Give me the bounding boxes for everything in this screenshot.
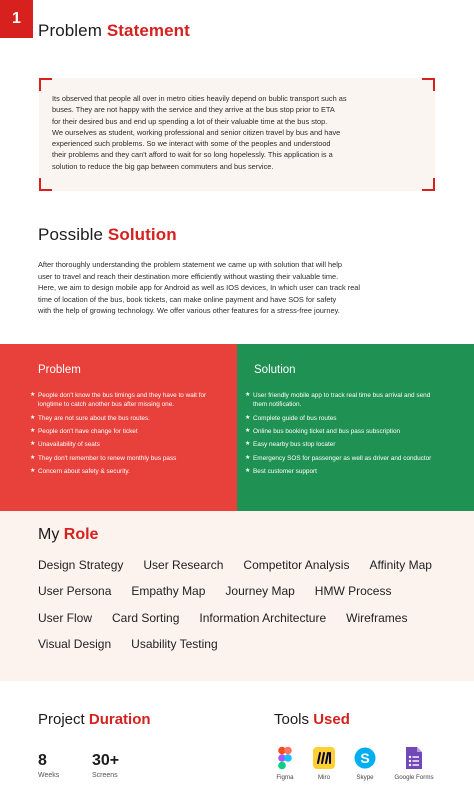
text-line: for their desired bus and end up spending a lot of their valuable time at the bus stop. (52, 116, 328, 126)
role-item: Empathy Map (131, 584, 206, 598)
star-icon: ★ (245, 454, 251, 461)
heading-plain: Project (38, 711, 89, 728)
heading-accent: Used (313, 711, 350, 728)
miro-icon (313, 746, 335, 770)
tool-label: Miro (317, 774, 331, 781)
list-item-text: Online bus booking ticket and bus pass subscription (253, 428, 401, 435)
role-row (38, 584, 411, 598)
skype-icon (354, 746, 376, 770)
text-line: experienced such problems. So we interact with some of the peoples and understood (52, 139, 331, 149)
text-line: their problems and they can't afford to wait for so long hopelessly. This application is a (52, 150, 333, 160)
svg-text:S: S (360, 750, 370, 766)
list-item-text: People don't know the bus timings and they have to wait for longtime to catch another bus after missing one. (38, 392, 207, 409)
star-icon: ★ (30, 392, 36, 398)
star-icon: ★ (245, 428, 251, 434)
role-item: Design Strategy (38, 558, 124, 572)
list-item (245, 427, 445, 436)
text-line: time of location of the bus, book tickets, can make online payment and have SOS for safety (38, 294, 337, 304)
heading-accent: Duration (88, 711, 151, 728)
text-line: solution to reduce the big gap between commuters and bus service. (52, 161, 274, 171)
problem-statement-text (52, 93, 422, 172)
star-icon: ★ (245, 392, 251, 398)
star-icon: ★ (30, 441, 36, 448)
tool-skype (345, 746, 385, 781)
text-line: Its observed that people all over in metro cities heavily depend on bublic transport such as (52, 94, 347, 103)
list-item-text: Best customer support (253, 467, 317, 475)
heading-accent: Solution (107, 225, 177, 244)
role-item: Wireframes (346, 611, 408, 625)
problem-statement-box (39, 78, 435, 191)
list-item-text: Easy nearby bus stop locater (253, 441, 336, 449)
google-forms-icon (403, 746, 425, 770)
heading-plain: My (38, 526, 64, 543)
corner-bracket (39, 78, 52, 91)
text-line: Here, we aim to design mobile app for Android as well as IOS devices, In which user can track real (38, 283, 361, 292)
star-icon: ★ (30, 454, 36, 461)
solution-panel (237, 344, 474, 511)
list-item (245, 467, 445, 476)
role-item: Visual Design (38, 637, 112, 651)
solution-panel-title: Solution (254, 364, 296, 376)
corner-bracket (39, 178, 52, 191)
star-icon: ★ (30, 414, 36, 421)
tool-miro (304, 746, 344, 781)
star-icon: ★ (30, 428, 36, 434)
tool-google-forms (394, 746, 434, 781)
role-item: Competitor Analysis (243, 558, 350, 572)
role-item: Information Architecture (199, 611, 327, 625)
text-line: After thoroughly understanding the problem statement we came up with solution that will help (38, 260, 343, 269)
corner-bracket (422, 78, 435, 91)
heading-plain: Tools (274, 711, 314, 728)
list-item-text: They don't remember to renew monthly bus pass (38, 454, 177, 462)
section-number-badge: 1 (0, 0, 33, 38)
star-icon: ★ (245, 441, 251, 448)
tools-used-heading (274, 711, 350, 728)
problem-statement-heading (38, 21, 190, 41)
my-role-section (0, 511, 474, 681)
heading-plain: Problem (38, 21, 107, 40)
stat-label: Screens (92, 772, 118, 779)
role-item: Usability Testing (131, 637, 218, 651)
duration-screens (92, 752, 119, 779)
list-item-text: User friendly mobile app to track real time bus arrival and send them notification. (253, 392, 431, 409)
figma-icon (274, 746, 296, 770)
list-item (30, 440, 220, 449)
heading-plain: Possible (38, 225, 108, 244)
heading-accent: Statement (106, 21, 190, 40)
stat-value: 8 (38, 752, 47, 769)
role-item: Card Sorting (112, 611, 180, 625)
text-line: user to travel and reach their destination more efficiently without wasting their valuable time. (38, 271, 339, 281)
role-item: Affinity Map (369, 558, 432, 572)
duration-weeks (38, 752, 59, 779)
list-item (30, 427, 220, 436)
solution-list (245, 391, 445, 480)
list-item (245, 391, 445, 410)
list-item (30, 454, 220, 463)
role-item: User Research (143, 558, 224, 572)
tool-label: Google Forms (394, 774, 434, 781)
text-line: buses. They are not happy with the service and they arrive at the bus stop prior to ETA (52, 105, 335, 115)
list-item (30, 391, 220, 410)
tool-label: Skype (356, 774, 374, 781)
list-item-text: They are not sure about the bus routes. (38, 414, 150, 422)
text-line: with the help of growing technology. We offer various other features for a stress-free journey. (38, 306, 340, 315)
project-duration-heading (38, 711, 151, 728)
star-icon: ★ (245, 467, 251, 474)
list-item-text: Unavailability of seats (38, 441, 100, 449)
stat-label: Weeks (38, 772, 60, 779)
role-item: HMW Process (314, 584, 392, 598)
tool-label: Figma (276, 774, 294, 781)
list-item-text: Complete guide of bus routes (253, 414, 337, 422)
list-item-text: Concern about safety & security. (38, 467, 130, 475)
list-item-text: People don't have change for ticket (38, 428, 138, 435)
problem-panel-title: Problem (38, 364, 81, 376)
list-item (30, 414, 220, 423)
list-item (30, 467, 220, 476)
possible-solution-text (38, 259, 438, 317)
list-item (245, 414, 445, 423)
role-row (38, 611, 427, 625)
star-icon: ★ (245, 414, 251, 421)
role-item: User Flow (38, 611, 93, 625)
role-item: Journey Map (225, 584, 295, 598)
list-item (245, 454, 445, 463)
star-icon: ★ (30, 467, 36, 474)
role-item: User Persona (38, 584, 112, 598)
problem-list (30, 391, 220, 480)
possible-solution-heading (38, 225, 177, 245)
problem-panel (0, 344, 237, 511)
role-row (38, 637, 238, 651)
list-item (245, 440, 445, 449)
stat-value: 30+ (92, 752, 120, 769)
text-line: We ourselves as student, working professional and senior citizen travel by bus and have (52, 127, 341, 137)
corner-bracket (422, 178, 435, 191)
my-role-heading (38, 526, 98, 544)
tool-figma (265, 746, 305, 781)
heading-accent: Role (63, 526, 99, 543)
list-item-text: Emergency SOS for passenger as well as driver and conductor (253, 454, 432, 462)
role-row (38, 558, 452, 572)
